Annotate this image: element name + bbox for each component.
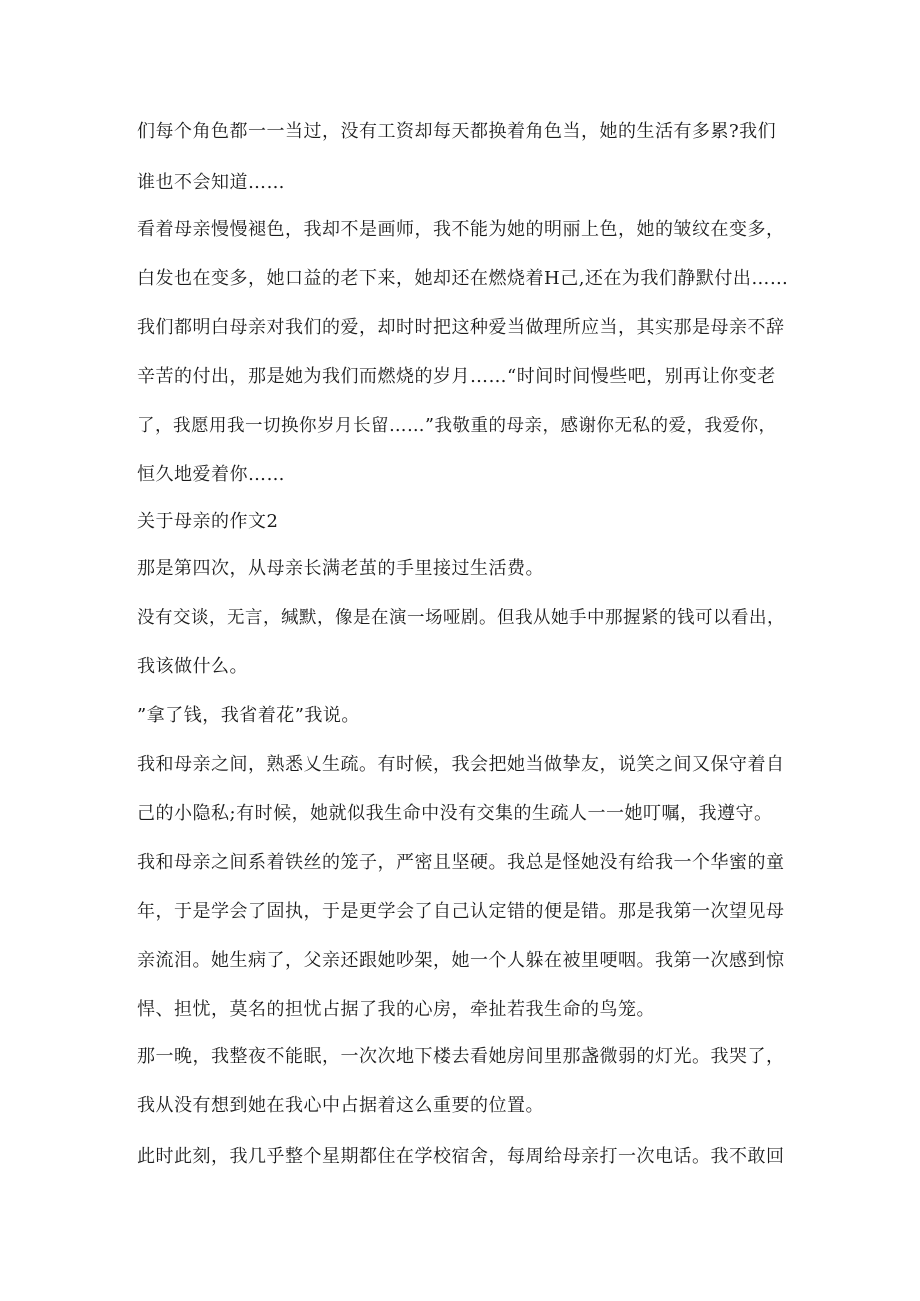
text-line: ”拿了钱，我省着花”我说。 <box>137 705 360 726</box>
text-line: 悍、担忧，莫名的担忧占据了我的心房，牵扯若我生命的鸟笼。 <box>137 999 655 1020</box>
text-line: 我们都明白母亲对我们的爱，却时时把这种爱当做理所应当，其实那是母亲不辞 <box>137 317 785 338</box>
text-line: 看着母亲慢慢褪色，我却不是画师，我不能为她的明丽上色，她的皱纹在变多， <box>137 219 785 240</box>
text-line: 年，于是学会了固执，于是更学会了自己认定错的便是错。那是我第一次望见母 <box>137 901 785 922</box>
text-line: 谁也不会知道…… <box>137 172 285 193</box>
text-line: 亲流泪。她生病了，父亲还跟她吵架，她一个人躲在被里哽咽。我第一次感到惊 <box>137 950 785 971</box>
section-heading: 关于母亲的作文2 <box>137 511 279 532</box>
text-line: 我和母亲之间，熟悉乂生疏。有时候，我会把她当做挚友，说笑之间又保守着自 <box>137 754 785 775</box>
text-line: 了，我愿用我一切换你岁月长留……”我敬重的母亲，感谢你无私的爱，我爱你， <box>137 416 777 436</box>
text-line: 那是第四次，从母亲长满老茧的手里接过生活费。 <box>137 558 544 579</box>
text-line: 那一晚，我整夜不能眠，一次次地下楼去看她房间里那盏微弱的灯光。我哭了， <box>137 1046 785 1067</box>
text-line: 己的小隐私;有时候，她就似我生命中没有交集的生疏人一一她叮嘱，我遵守。 <box>137 803 773 824</box>
text-line: 白发也在变多，她口益的老下来，她却还在燃烧着H己,还在为我们静默付出…… <box>137 268 789 289</box>
text-line: 我和母亲之间系着铁丝的笼子，严密且坚硬。我总是怪她没有给我一个华蜜的童 <box>137 852 785 873</box>
text-line: 此时此刻，我几乎整个星期都住在学校宿舍，每周给母亲打一次电话。我不敢回 <box>137 1146 785 1167</box>
text-line: 辛苦的付出，那是她为我们而燃烧的岁月……“时间时间慢些吧，别再让你变老 <box>137 366 776 387</box>
text-line: 们每个角色都一一当过，没有工资却每天都换着角色当，她的生活有多累?我们 <box>137 121 777 142</box>
text-line: 我从没有想到她在我心中占据着这么重要的位置。 <box>137 1095 544 1116</box>
text-line: 我该做什么。 <box>137 656 248 677</box>
text-line: 没有交谈，无言，缄默，像是在演一场哑剧。但我从她手中那握紧的钱可以看出， <box>137 608 785 628</box>
text-line: 恒久地爱着你…… <box>137 464 285 485</box>
